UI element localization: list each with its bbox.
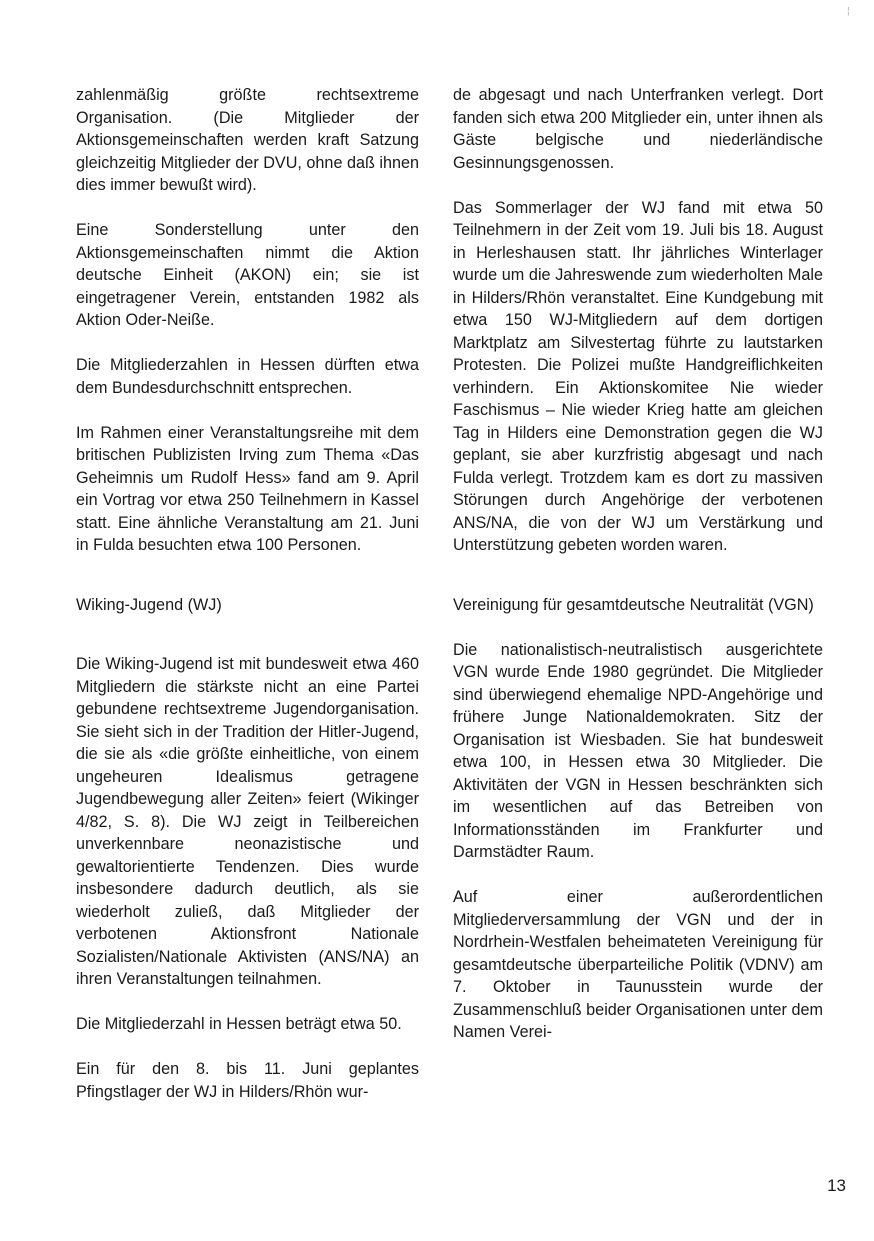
right-paragraph-4: Auf einer außerordentlichen Mitgliederversammlung der VGN und der in Nordrhein-Westfalen beheimateten Vereinigung für gesamtdeutsche überparteiliche Politik (VDNV) am 7. Oktober in Taunusstein wurde der Zusammenschluß beider Organisationen unter dem Namen Verei- bbox=[453, 888, 823, 1041]
left-paragraph-4: Im Rahmen einer Veranstaltungsreihe mit dem britischen Publizisten Irving zum Thema «Das Geheimnis um Rudolf Hess» fand am 9. April ein Vortrag vor etwa 250 Teilnehmern in Kassel statt. Eine ähnliche Veranstaltung am 21. Juni in Fulda besuchten etwa 100 Personen. bbox=[76, 423, 419, 554]
right-paragraph-2: Das Sommerlager der WJ fand mit etwa 50 Teilnehmern in der Zeit vom 19. Juli bis 18. August in Herleshausen statt. Ihr jährliches Winterlager wurde um die Jahreswende zum wiederholten Male in Hilders/Rhön veranstaltet. Eine Kundgebung mit etwa 150 WJ-Mitgliedern auf dem dortigen Marktplatz am Silvestertag führte zu lautstarken Protesten. Die Polizei mußte Handgreiflichkeiten verhindern. Ein Aktionskomitee Nie wieder Faschismus – Nie wieder Krieg hatte am gleichen Tag in Hilders eine Demonstration gegen die WJ geplant, sie aber kurzfristig abgesagt und nach Fulda verlegt. Trotzdem kam es dort zu massiven Störungen durch Angehörige der verbotenen ANS/NA, die von der WJ um Verstärkung und Unterstützung gebeten worden waren. bbox=[453, 198, 823, 554]
left-paragraph-5: Die Wiking-Jugend ist mit bundesweit etwa 460 Mitgliedern die stärkste nicht an eine Partei gebundene rechtsextreme Jugendorganisation. Sie sieht sich in der Tradition der Hitler-Jugend, die sie als «die größte einheitliche, von einem ungeheuren Idealismus getragene Jugendbewegung aller Zeiten» feiert (Wikinger 4/82, S. 8). Die WJ zeigt in Teilbereichen unverkennbare neonazistische und gewaltorientierte Tendenzen. Dies wurde insbesondere dadurch deutlich, als sie wiederholt zuließ, daß Mitglieder der verbotenen Aktionsfront Nationale Sozialisten/Nationale Aktivisten (ANS/NA) an ihren Veranstaltungen teilnahmen. bbox=[76, 655, 419, 988]
corner-mark: ¦ bbox=[846, 6, 850, 17]
page-number: 13 bbox=[827, 1176, 846, 1195]
left-paragraph-6: Die Mitgliederzahl in Hessen beträgt etwa 50. bbox=[76, 1015, 402, 1033]
left-paragraph-7: Ein für den 8. bis 11. Juni geplantes Pfingstlager der WJ in Hilders/Rhön wur- bbox=[76, 1060, 419, 1101]
left-paragraph-1: zahlenmäßig größte rechtsextreme Organisation. (Die Mitglieder der Aktionsgemeinschaften werden kraft Satzung gleichzeitig Mitglieder der DVU, ohne daß ihnen dies immer bewußt wird). bbox=[76, 86, 419, 194]
right-paragraph-3: Die nationalistisch-neutralistisch ausgerichtete VGN wurde Ende 1980 gegründet. Die Mitglieder sind überwiegend ehemalige NPD-Angehörige und frühere Junge Nationaldemokraten. Sitz der Organisation ist Wiesbaden. Sie hat bundesweit etwa 100, in Hessen etwa 30 Mitglieder. Die Aktivitäten der VGN in Hessen beschränkten sich im wesentlichen auf das Betreiben von Informationsständen im Frankfurter und Darmstädter Raum. bbox=[453, 640, 823, 861]
left-paragraph-2: Eine Sonderstellung unter den Aktionsgemeinschaften nimmt die Aktion deutsche Einheit (AKON) ein; sie ist eingetragener Verein, entstanden 1982 als Aktion Oder-Neiße. bbox=[76, 221, 419, 329]
section-heading-vgn: Vereinigung für gesamtdeutsche Neutralität (VGN) bbox=[453, 595, 814, 614]
left-paragraph-3: Die Mitgliederzahlen in Hessen dürften etwa dem Bundesdurchschnitt entsprechen. bbox=[76, 356, 419, 397]
right-paragraph-1: de abgesagt und nach Unterfranken verlegt. Dort fanden sich etwa 200 Mitglieder ein, unter ihnen als Gäste belgische und niederländische Gesinnungsgenossen. bbox=[453, 86, 823, 172]
right-column bbox=[453, 84, 823, 1066]
left-column bbox=[76, 84, 419, 1126]
section-heading-wiking-jugend: Wiking-Jugend (WJ) bbox=[76, 595, 222, 614]
